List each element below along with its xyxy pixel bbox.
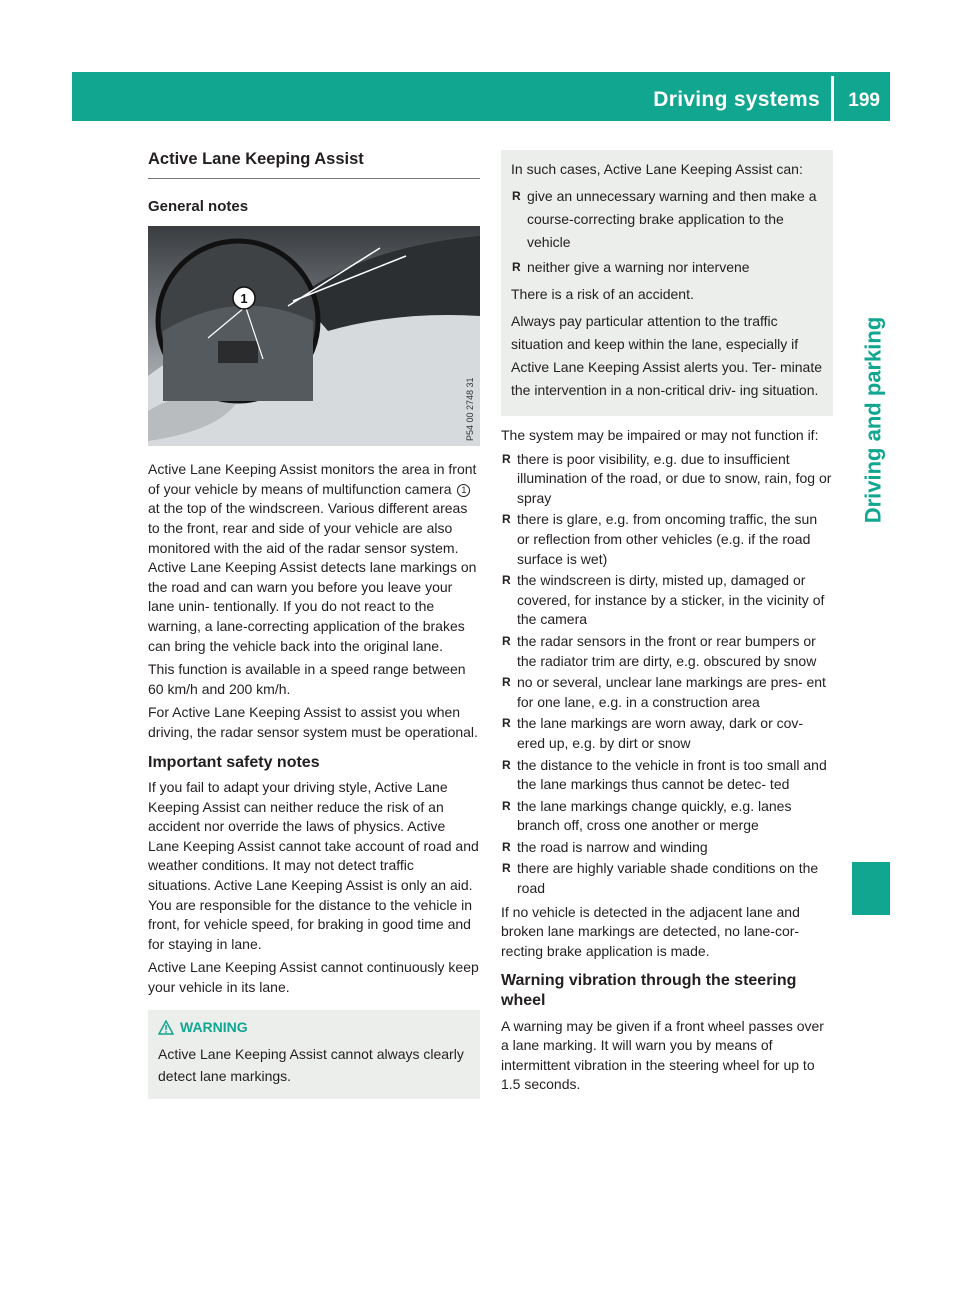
safety-paragraph-2: Active Lane Keeping Assist cannot continuously keep your vehicle in its lane. [148, 959, 479, 996]
warning-text: Active Lane Keeping Assist cannot always clearly detect lane markings. [158, 1046, 464, 1085]
header-divider [831, 76, 834, 121]
list-item: R the road is narrow and winding [501, 838, 833, 858]
side-tab [845, 310, 901, 530]
list-item: R neither give a warning nor intervene [511, 256, 823, 279]
list-item: R there is glare, e.g. from oncoming traffic, the sun or reflection from other vehicles (e.g. if the road surface is wet) [501, 510, 833, 569]
vibration-title: Warning vibration through the steering wheel [501, 972, 797, 1010]
radar-paragraph: For Active Lane Keeping Assist to assist you when driving, the radar sensor system must be operational. [148, 704, 478, 740]
list-item: R the windscreen is dirty, misted up, damaged or covered, for instance by a sticker, in the vicinity of the camera [501, 571, 833, 630]
page-number: 199 [848, 90, 880, 111]
header-bar [72, 72, 890, 121]
section-title: Active Lane Keeping Assist [148, 150, 480, 179]
warning-continuation-box [501, 150, 833, 416]
warning-box [148, 1010, 480, 1100]
side-tab-label: Driving and parking [860, 316, 885, 524]
list-item: R there are highly variable shade conditions on the road [501, 859, 833, 898]
inline-callout: 1 [457, 484, 470, 497]
list-item: R no or several, unclear lane markings are pres- ent for one lane, e.g. in a construction area [501, 673, 833, 712]
intro-paragraph: Active Lane Keeping Assist monitors the area in front of your vehicle by means of multifunction camera 1 at the top of the windscreen. Various different areas to the front, rear and side of your vehicle are also monitored with the aid of the radar sensor system. Active Lane Keeping Assist detects lane markings on the road and can warn you before you leave your lane unin- tentionally. If you do not react to the warning, a lane-correcting application of the brakes can bring the vehicle back into the original lane. [148, 461, 477, 654]
warning-label: WARNING [180, 1018, 248, 1035]
list-item: R the radar sensors in the front or rear bumpers or the radiator trim are dirty, e.g. obscured by snow [501, 632, 833, 671]
list-item: R give an unnecessary warning and then make a course-correcting brake application to the vehicle [511, 185, 823, 254]
figure-code: P54 00 2748 31 [465, 377, 475, 442]
general-notes-title: General notes [148, 197, 249, 215]
impaired-intro: The system may be impaired or may not function if: [501, 427, 819, 443]
list-item: R the lane markings change quickly, e.g. lanes branch off, cross one another or merge [501, 797, 833, 836]
windscreen-camera-figure [148, 226, 480, 446]
car-illustration [148, 226, 480, 446]
box-risk: There is a risk of an accident. [511, 286, 694, 302]
impaired-list [501, 450, 833, 899]
callout-number: 1 [240, 291, 248, 307]
box-attention: Always pay particular attention to the traffic situation and keep within the lane, especially if Active Lane Keeping Assist alerts you. Ter- minate the intervention in a non-critical driv- ing situation. [511, 313, 823, 398]
box-intro: In such cases, Active Lane Keeping Assist can: [511, 161, 803, 177]
speed-range-paragraph: This function is available in a speed range between 60 km/h and 200 km/h. [148, 661, 466, 697]
warning-header [158, 1018, 470, 1038]
list-item: R there is poor visibility, e.g. due to insufficient illumination of the road, or due to snow, rain, fog or spray [501, 450, 833, 509]
box-list [511, 185, 823, 279]
safety-paragraph-1: If you fail to adapt your driving style, Active Lane Keeping Assist can neither reduce the risk of an accident nor override the laws of physics. Active Lane Keeping Assist cannot take account of road and weather conditions. It may not detect traffic situations. Active Lane Keeping Assist is only an aid. You are responsible for the distance to the vehicle in front, for vehicle speed, for braking in good time and for staying in lane. [148, 779, 479, 952]
right-column [501, 150, 833, 1099]
header-title: Driving systems [653, 88, 820, 111]
warning-triangle-icon [158, 1020, 174, 1035]
left-column [148, 150, 480, 1099]
side-tab-marker [852, 862, 890, 915]
vibration-paragraph: A warning may be given if a front wheel passes over a lane marking. It will warn you by means of intermittent vibration in the steering wheel for up to 1.5 seconds. [501, 1017, 824, 1093]
list-item: R the lane markings are worn away, dark or cov- ered up, e.g. by dirt or snow [501, 714, 833, 753]
adjacent-lane-paragraph: If no vehicle is detected in the adjacent lane and broken lane markings are detected, no lane-cor- recting brake application is made. [501, 903, 800, 959]
list-item: R the distance to the vehicle in front is too small and the lane markings thus cannot be detec- ted [501, 756, 833, 795]
safety-title: Important safety notes [148, 753, 320, 771]
